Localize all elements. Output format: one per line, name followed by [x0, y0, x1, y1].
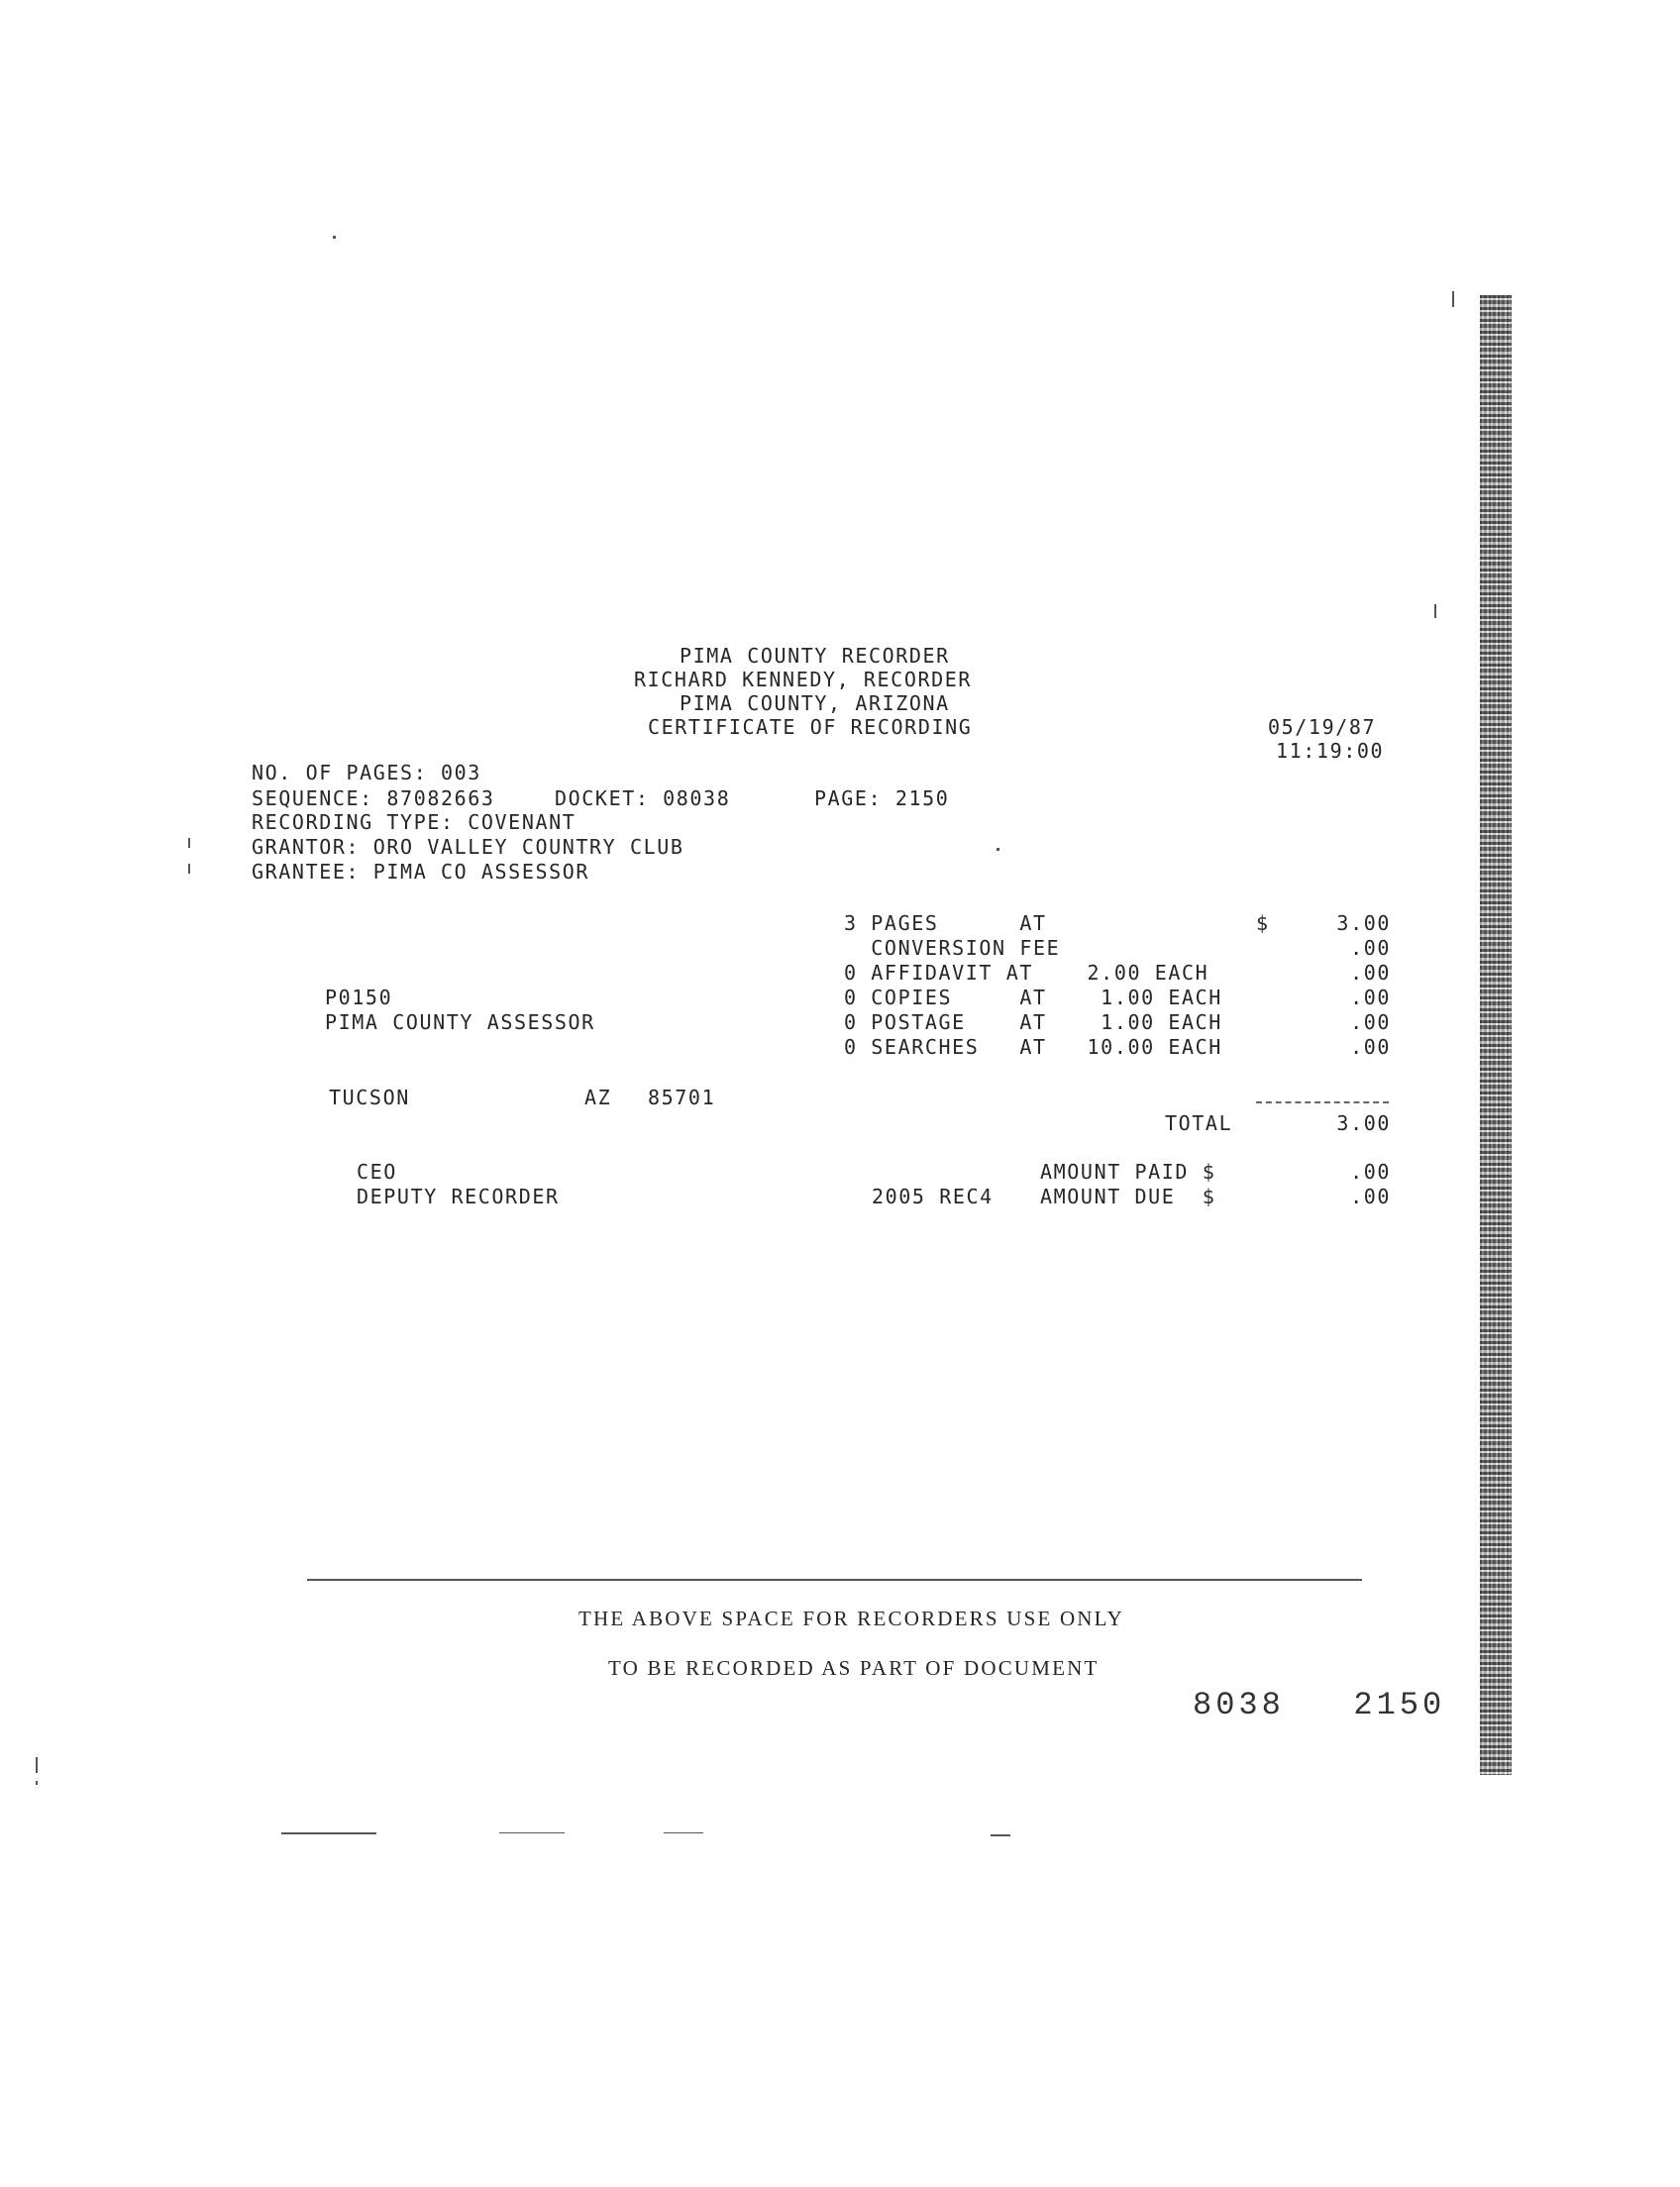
scan-speck: [281, 1832, 376, 1834]
scan-speck: [36, 1781, 38, 1785]
header-recorder-name: RICHARD KENNEDY, RECORDER: [634, 668, 973, 691]
recording-type: RECORDING TYPE: COVENANT: [252, 810, 577, 834]
fee-label: 0 SEARCHES AT 10.00 EACH: [844, 1035, 1222, 1059]
total-separator: [1256, 1101, 1389, 1103]
amount-paid-label: AMOUNT PAID $: [1040, 1160, 1216, 1184]
amount-paid: .00: [1350, 1160, 1391, 1184]
scan-speck: [499, 1832, 565, 1833]
header-county-state: PIMA COUNTY, ARIZONA: [680, 691, 950, 715]
address-state: AZ: [584, 1086, 612, 1109]
grantor: GRANTOR: ORO VALLEY COUNTRY CLUB: [252, 835, 684, 859]
record-as-part-notice: TO BE RECORDED AS PART OF DOCUMENT: [608, 1656, 1100, 1680]
fee-amount: .00: [1350, 986, 1391, 1009]
address-city: TUCSON: [329, 1086, 410, 1109]
scan-edge-artifact: [1480, 295, 1512, 1775]
scan-speck: [188, 864, 190, 874]
scan-speck: [664, 1832, 703, 1833]
fee-amount: .00: [1350, 936, 1391, 960]
header-title: PIMA COUNTY RECORDER: [680, 644, 950, 668]
address-name: PIMA COUNTY ASSESSOR: [325, 1010, 595, 1034]
fee-label: 0 POSTAGE AT 1.00 EACH: [844, 1010, 1222, 1034]
fee-amount: .00: [1350, 961, 1391, 985]
amount-due: .00: [1350, 1185, 1391, 1208]
fee-amount: .00: [1350, 1035, 1391, 1059]
fee-label: 3 PAGES AT: [844, 911, 1047, 935]
fee-label: 0 AFFIDAVIT AT 2.00 EACH: [844, 961, 1209, 985]
docket-page-stamp: 8038 2150: [1193, 1687, 1446, 1723]
address-zip: 85701: [648, 1086, 716, 1109]
scan-speck: [188, 838, 190, 848]
scan-speck: [991, 1834, 1010, 1836]
scan-speck: [1452, 291, 1454, 307]
grantee: GRANTEE: PIMA CO ASSESSOR: [252, 860, 590, 884]
dollar-sign: $: [1256, 911, 1270, 935]
deputy-recorder-label: DEPUTY RECORDER: [357, 1185, 560, 1208]
page-number: PAGE: 2150: [814, 786, 950, 810]
amount-due-label: AMOUNT DUE $: [1040, 1185, 1216, 1208]
scan-speck: [997, 848, 999, 851]
total-amount: 3.00: [1336, 1111, 1391, 1135]
fee-label: 0 COPIES AT 1.00 EACH: [844, 986, 1222, 1009]
recording-time: 11:19:00: [1276, 739, 1385, 763]
scan-speck: [1434, 604, 1436, 618]
total-label: TOTAL: [1165, 1111, 1233, 1135]
scan-speck: [333, 236, 336, 239]
scan-speck: [36, 1757, 38, 1773]
fee-amount: 3.00: [1336, 911, 1391, 935]
fee-label: CONVERSION FEE: [844, 936, 1061, 960]
number-of-pages: NO. OF PAGES: 003: [252, 761, 481, 784]
station-code: 2005 REC4: [872, 1185, 994, 1208]
recording-date: 05/19/87: [1268, 715, 1377, 739]
recorder-space-rule: [307, 1579, 1362, 1581]
fee-amount: .00: [1350, 1010, 1391, 1034]
recorders-use-notice: THE ABOVE SPACE FOR RECORDERS USE ONLY: [578, 1607, 1124, 1630]
ceo-label: CEO: [357, 1160, 397, 1184]
docket-number: DOCKET: 08038: [555, 786, 731, 810]
header-certificate-title: CERTIFICATE OF RECORDING: [648, 715, 973, 739]
sequence-number: SEQUENCE: 87082663: [252, 786, 495, 810]
address-code: P0150: [325, 986, 393, 1009]
